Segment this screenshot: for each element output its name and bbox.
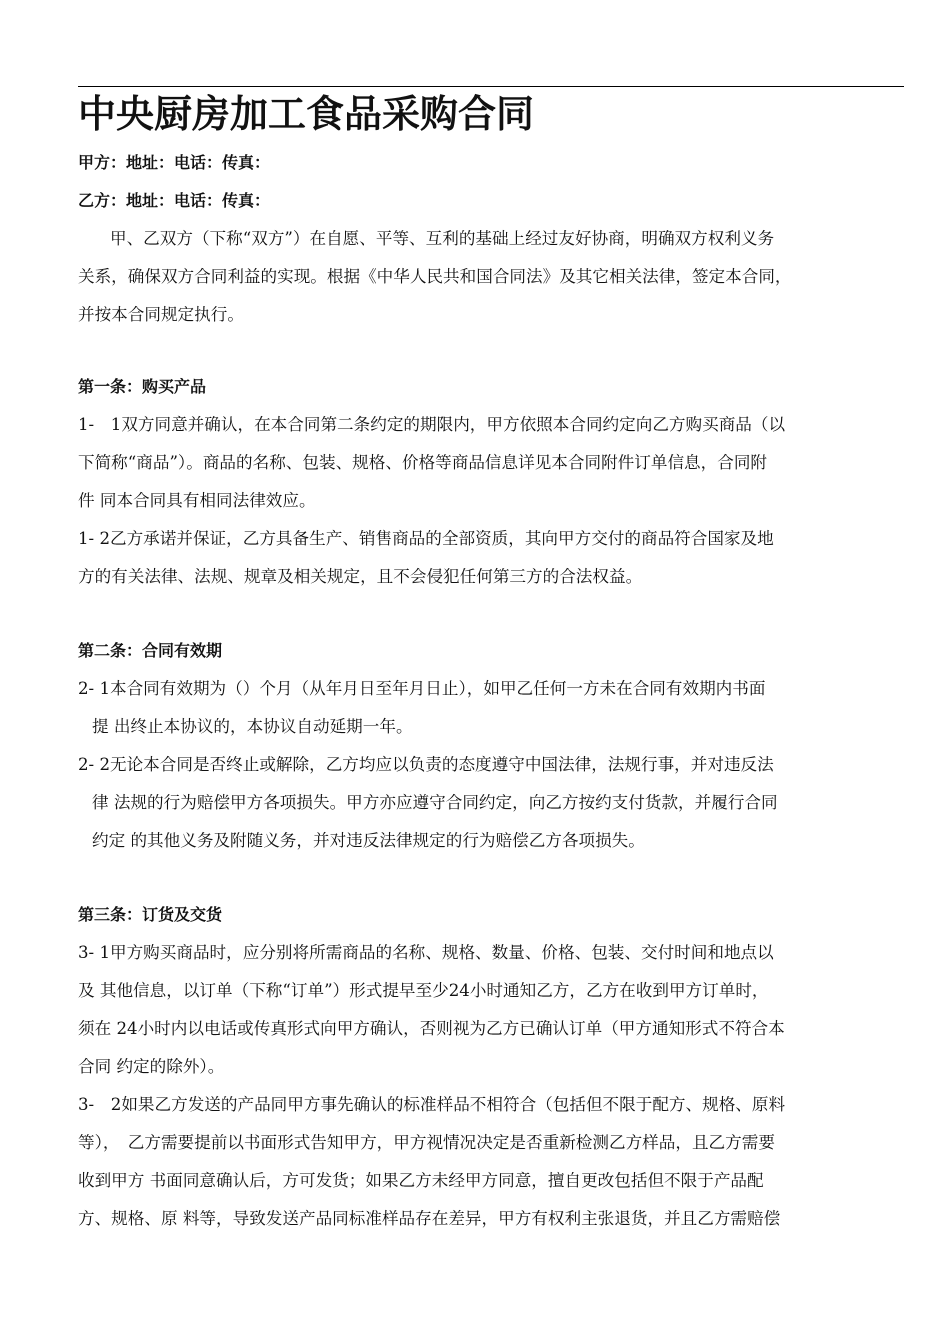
clause-line: 3- 1甲方购买商品时，应分别将所需商品的名称、规格、数量、价格、包装、交付时间和地点以 bbox=[78, 943, 774, 962]
preamble-line: 并按本合同规定执行。 bbox=[78, 305, 244, 324]
clause-line: 须在 24小时内以电话或传真形式向甲方确认，否则视为乙方已确认订单（甲方通知形式不符合本 bbox=[78, 1019, 785, 1038]
clause-line: 律 法规的行为赔偿甲方各项损失。甲方亦应遵守合同约定，向乙方按约支付货款，并履行合同 bbox=[92, 793, 778, 812]
party-a-line: 甲方：地址：电话：传真： bbox=[78, 153, 271, 172]
header-rule bbox=[78, 86, 904, 87]
article-2-heading: 第二条：合同有效期 bbox=[78, 641, 223, 660]
article-1-heading: 第一条：购买产品 bbox=[78, 377, 207, 396]
clause-line: 及 其他信息，以订单（下称“订单”）形式提早至少24小时通知乙方，乙方在收到甲方订单时， bbox=[78, 981, 769, 1000]
clause-line: 下简称“商品”）。商品的名称、包装、规格、价格等商品信息详见本合同附件订单信息，合同附 bbox=[78, 453, 768, 472]
clause-line: 方的有关法律、法规、规章及相关规定，且不会侵犯任何第三方的合法权益。 bbox=[78, 567, 643, 586]
clause-line: 收到甲方 书面同意确认后，方可发货；如果乙方未经甲方同意，擅自更改包括但不限于产品配 bbox=[78, 1171, 764, 1190]
clause-line: 约定 的其他义务及附随义务，并对违反法律规定的行为赔偿乙方各项损失。 bbox=[92, 831, 645, 850]
clause-line: 2- 2无论本合同是否终止或解除，乙方均应以负责的态度遵守中国法律，法规行事，并对违反法 bbox=[78, 755, 774, 774]
article-3-heading: 第三条：订货及交货 bbox=[78, 905, 223, 924]
clause-line: 1- 1双方同意并确认，在本合同第二条约定的期限内，甲方依照本合同约定向乙方购买商品（以 bbox=[78, 415, 786, 434]
party-b-line: 乙方：地址：电话：传真： bbox=[78, 191, 271, 210]
document-title: 中央厨房加工食品采购合同 bbox=[78, 92, 535, 136]
clause-line: 1- 2乙方承诺并保证，乙方具备生产、销售商品的全部资质，其向甲方交付的商品符合国家及地 bbox=[78, 529, 774, 548]
clause-line: 件 同本合同具有相同法律效应。 bbox=[78, 491, 316, 510]
clause-line: 等）， 乙方需要提前以书面形式告知甲方，甲方视情况决定是否重新检测乙方样品，且乙方需要 bbox=[78, 1133, 775, 1152]
clause-line: 方、规格、原 料等，导致发送产品同标准样品存在差异，甲方有权利主张退货，并且乙方需赔偿 bbox=[78, 1209, 781, 1228]
clause-line: 3- 2如果乙方发送的产品同甲方事先确认的标准样品不相符合（包括但不限于配方、规格、原料 bbox=[78, 1095, 786, 1114]
clause-line: 提 出终止本协议的，本协议自动延期一年。 bbox=[92, 717, 413, 736]
preamble-line: 甲、乙双方（下称“双方”）在自愿、平等、互利的基础上经过友好协商，明确双方权利义务 bbox=[110, 229, 775, 248]
clause-line: 2- 1本合同有效期为（）个月（从年月日至年月日止），如甲乙任何一方未在合同有效期内书面 bbox=[78, 679, 766, 698]
clause-line: 合同 约定的除外）。 bbox=[78, 1057, 225, 1076]
preamble-line: 关系，确保双方合同利益的实现。根据《中华人民共和国合同法》及其它相关法律，签定本合同， bbox=[78, 267, 792, 286]
